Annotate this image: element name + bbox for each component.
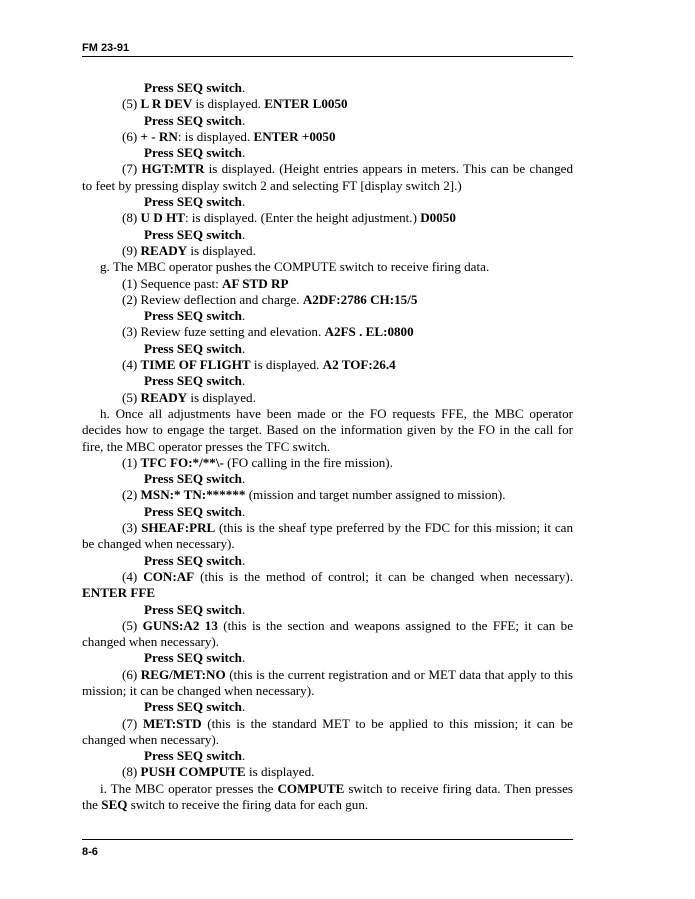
body-text: . <box>241 373 246 389</box>
step-g5-ready <box>82 390 573 406</box>
page-header: FM 23-91 <box>82 42 130 54</box>
body-text: (FO calling in the fire mission). <box>223 454 393 470</box>
bold-text: Press SEQ switch <box>144 112 242 128</box>
bold-text: A2DF:2786 CH:15/5 <box>302 291 418 307</box>
step-6-rn <box>82 129 573 145</box>
paragraph-i <box>82 781 573 814</box>
body-text: is displayed. (Height entries appears in meters. This can be changed to feet by pressing display switch 2 and selecting FT [display switch 2].) <box>82 161 574 193</box>
bold-text: READY <box>140 389 188 405</box>
bold-text: MET:STD <box>142 715 202 731</box>
body-text: (6) <box>122 128 141 144</box>
body-text: (this is the method of control; it can be changed when necessary). <box>194 568 574 584</box>
body-text: . <box>241 112 246 128</box>
bold-text: HGT:MTR <box>141 161 205 177</box>
body-text: (1) Sequence past: <box>122 275 222 291</box>
step-g4-time-of-flight <box>82 357 573 373</box>
body-text: is displayed. <box>192 96 265 112</box>
step-h4-con <box>82 569 573 602</box>
body-text: is displayed. <box>187 389 256 405</box>
body-text: : is displayed. (Enter the height adjustment.) <box>184 210 421 226</box>
step-press-seq <box>82 145 573 161</box>
bold-text: COMPUTE <box>277 780 345 796</box>
step-press-seq <box>82 341 573 357</box>
body-text: . <box>241 650 246 666</box>
body-text: (2) <box>122 487 141 503</box>
body-text: (4) <box>122 357 141 373</box>
body-text: (6) <box>122 666 141 682</box>
body-text: (mission and target number assigned to mission). <box>245 487 506 503</box>
step-h7-met <box>82 716 573 749</box>
bold-text: Press SEQ switch <box>144 194 242 210</box>
bold-text: PUSH COMPUTE <box>140 764 246 780</box>
bold-text: L R DEV <box>140 96 193 112</box>
bold-text: + - RN <box>140 128 178 144</box>
body-text: (3) Review fuze setting and elevation. <box>122 324 325 340</box>
body-text: (this is the section and weapons assigned to the FFE; it can be changed when necessary). <box>82 617 574 650</box>
bold-text: Press SEQ switch <box>144 226 242 242</box>
bold-text: REG/MET:NO <box>140 666 226 682</box>
step-press-seq <box>82 113 573 129</box>
step-press-seq <box>82 748 573 764</box>
paragraph-g <box>82 259 573 275</box>
body-text: is displayed. <box>250 357 323 373</box>
bold-text: Press SEQ switch <box>144 308 242 324</box>
bold-text: SEQ <box>101 797 128 813</box>
step-8-u-d-ht <box>82 210 573 226</box>
body-text: (9) <box>122 242 141 258</box>
body-text: (2) Review deflection and charge. <box>122 291 303 307</box>
body-text: h. Once all adjustments have been made or the FO requests FFE, the MBC operator decides how to engage the target. Based on the information given by the FO in the call for fire, the MBC operator presses the TFC switch. <box>82 405 573 454</box>
body-text: (5) <box>122 96 141 112</box>
footer-rule <box>82 839 573 840</box>
body-text: (1) <box>122 454 141 470</box>
step-g3-fuze <box>82 324 573 340</box>
paragraph-h <box>82 406 573 455</box>
body-text: . <box>241 748 246 764</box>
body-text: (this is the standard MET to be applied to this mission; it can be changed when necessary). <box>82 715 573 747</box>
bold-text: Press SEQ switch <box>144 145 242 161</box>
page-body <box>82 80 573 813</box>
body-text: is displayed. <box>245 764 315 780</box>
bold-text: AF STD RP <box>222 275 289 291</box>
body-text: . <box>241 226 246 242</box>
body-text: g. The MBC operator pushes the COMPUTE switch to receive firing data. <box>100 259 490 275</box>
step-press-seq <box>82 553 573 569</box>
step-5-l-r-dev <box>82 96 573 112</box>
body-text: (3) <box>122 520 142 536</box>
bold-text: GUNS:A2 13 <box>142 617 218 633</box>
step-press-seq <box>82 227 573 243</box>
body-text: (this is the sheaf type preferred by the FDC for this mission; it can be changed when necessary). <box>82 520 573 552</box>
bold-text: A2FS . EL:0800 <box>324 324 414 340</box>
bold-text: ENTER L0050 <box>264 96 348 112</box>
step-9-ready <box>82 243 573 259</box>
bold-text: Press SEQ switch <box>144 80 242 95</box>
body-text: (8) <box>122 210 141 226</box>
body-text: . <box>241 340 246 356</box>
step-7-hgt-mtr <box>82 161 573 194</box>
bold-text: A2 TOF:26.4 <box>322 357 396 373</box>
step-press-seq <box>82 194 573 210</box>
step-h6-reg-met <box>82 667 573 700</box>
bold-text: D0050 <box>420 210 456 226</box>
step-g2-deflection <box>82 292 573 308</box>
step-press-seq <box>82 308 573 324</box>
body-text: . <box>241 552 246 568</box>
step-h1-tfc <box>82 455 573 471</box>
step-press-seq <box>82 80 573 96</box>
body-text: . <box>241 503 246 519</box>
body-text: . <box>241 601 246 617</box>
bold-text: Press SEQ switch <box>144 699 242 715</box>
bold-text: Press SEQ switch <box>144 748 242 764</box>
step-h8-push-compute <box>82 764 573 780</box>
step-h5-guns <box>82 618 573 651</box>
bold-text: Press SEQ switch <box>144 503 242 519</box>
bold-text: ENTER +0050 <box>253 128 336 144</box>
bold-text: READY <box>140 242 188 258</box>
header-rule <box>82 56 573 57</box>
bold-text: U D HT <box>140 210 185 226</box>
bold-text: Press SEQ switch <box>144 373 242 389</box>
bold-text: Press SEQ switch <box>144 601 242 617</box>
bold-text: Press SEQ switch <box>144 650 242 666</box>
bold-text: MSN:* TN:****** <box>140 487 246 503</box>
body-text: i. The MBC operator presses the <box>100 780 278 796</box>
body-text: is displayed. <box>187 242 256 258</box>
step-press-seq <box>82 504 573 520</box>
bold-text: TIME OF FLIGHT <box>140 357 251 373</box>
step-press-seq <box>82 699 573 715</box>
body-text: . <box>241 471 246 487</box>
bold-text: SHEAF:PRL <box>141 520 216 536</box>
body-text: switch to receive firing data. Then presses the <box>82 780 574 813</box>
body-text: . <box>241 145 246 161</box>
bold-text: Press SEQ switch <box>144 471 242 487</box>
body-text: . <box>241 699 246 715</box>
body-text: . <box>241 80 246 95</box>
step-press-seq <box>82 373 573 389</box>
body-text: (5) <box>122 389 141 405</box>
body-text: (5) <box>122 617 143 633</box>
body-text: . <box>241 308 246 324</box>
step-press-seq <box>82 471 573 487</box>
body-text: (7) <box>122 161 142 177</box>
bold-text: CON:AF <box>143 568 195 584</box>
body-text: (this is the current registration and or MET data that apply to this mission; it can be changed when necessary). <box>82 666 573 698</box>
page-number: 8-6 <box>82 846 98 858</box>
step-g1-sequence <box>82 276 573 292</box>
step-h3-sheaf <box>82 520 573 553</box>
body-text: (4) <box>122 568 144 584</box>
body-text: (8) <box>122 764 141 780</box>
body-text: switch to receive the firing data for each gun. <box>127 797 369 813</box>
body-text: : is displayed. <box>177 128 254 144</box>
step-h2-msn <box>82 487 573 503</box>
bold-text: ENTER FFE <box>82 585 156 601</box>
bold-text: Press SEQ switch <box>144 340 242 356</box>
bold-text: TFC FO:*/**\- <box>140 454 224 470</box>
body-text: . <box>241 194 246 210</box>
step-press-seq <box>82 650 573 666</box>
step-press-seq <box>82 602 573 618</box>
body-text: (7) <box>122 715 143 731</box>
bold-text: Press SEQ switch <box>144 552 242 568</box>
